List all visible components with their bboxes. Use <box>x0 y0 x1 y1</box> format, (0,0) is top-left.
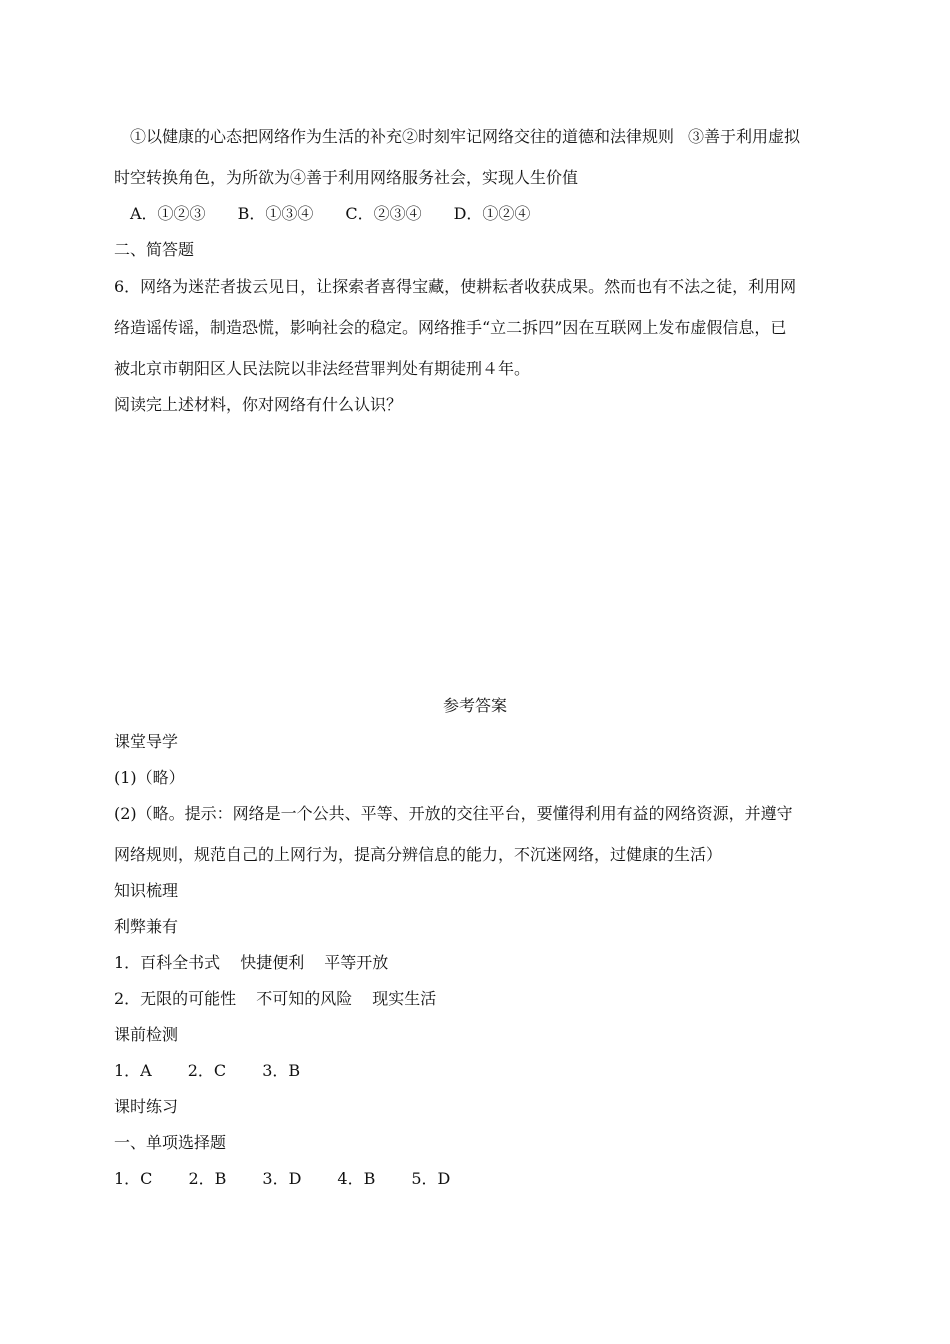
answer-item: 3．D <box>262 1169 302 1188</box>
knowledge-item1 <box>114 953 388 973</box>
answer-item: 4．B <box>337 1169 376 1188</box>
knowledge-term: 2．无限的可能性 <box>114 989 237 1008</box>
practice-heading: 课时练习 <box>114 1097 179 1116</box>
classroom-item2-line1: (2)（略。提示：网络是一个公共、平等、开放的交往平台，要懂得利用有益的网络资源，并遵守 <box>114 804 793 823</box>
knowledge-heading: 知识梳理 <box>114 881 179 900</box>
knowledge-term: 1．百科全书式 <box>114 953 221 972</box>
classroom-item1: (1)（略） <box>114 768 185 787</box>
option-text: ③善于利用虚拟 <box>688 127 801 146</box>
question6-prompt: 阅读完上述材料，你对网络有什么认识？ <box>114 395 403 414</box>
option-text: ①以健康的心态把网络作为生活的补充②时刻牢记网络交往的道德和法律规则 <box>130 127 675 146</box>
section2-heading: 二、简答题 <box>114 240 195 259</box>
answers-title: 参考答案 <box>442 696 507 715</box>
answer-item: 3．B <box>262 1061 301 1080</box>
pretest-answers <box>114 1061 300 1081</box>
answer-item: 2．B <box>188 1169 227 1188</box>
answer-item: 1．A <box>114 1061 152 1080</box>
classroom-item2-line2: 网络规则，规范自己的上网行为，提高分辨信息的能力，不沉迷网络，过健康的生活） <box>114 845 723 864</box>
answer-item: 5．D <box>411 1169 451 1188</box>
choice-c: C．②③④ <box>345 204 422 223</box>
single-choice-heading: 一、单项选择题 <box>114 1133 227 1152</box>
knowledge-term: 现实生活 <box>372 989 437 1008</box>
answer-item: 1．C <box>114 1169 153 1188</box>
choice-b: B．①③④ <box>237 204 314 223</box>
classroom-heading: 课堂导学 <box>114 732 179 751</box>
question6-line3: 被北京市朝阳区人民法院以非法经营罪判处有期徒刑４年。 <box>114 359 531 378</box>
question5-options-line2 <box>114 168 578 188</box>
knowledge-term: 不可知的风险 <box>256 989 353 1008</box>
knowledge-item2 <box>114 989 436 1009</box>
answer-item: 2．C <box>187 1061 227 1080</box>
question5-choices <box>130 204 530 224</box>
question6-line1: 6．网络为迷茫者拔云见日，让探索者喜得宝藏，使耕耘者收获成果。然而也有不法之徒，利用网 <box>114 277 797 296</box>
choice-d: D．①②④ <box>453 204 531 223</box>
question6-line2: 络造谣传谣，制造恐慌，影响社会的稳定。网络推手“立二拆四”因在互联网上发布虚假信息，已 <box>114 318 787 337</box>
single-choice-answers <box>114 1169 450 1189</box>
knowledge-term: 快捷便利 <box>240 953 305 972</box>
knowledge-sub: 利弊兼有 <box>114 917 179 936</box>
knowledge-term: 平等开放 <box>324 953 389 972</box>
option-text: 时空转换角色，为所欲为④善于利用网络服务社会，实现人生价值 <box>114 168 579 187</box>
choice-a: A．①②③ <box>130 204 206 223</box>
question5-options-line1 <box>130 127 800 147</box>
pretest-heading: 课前检测 <box>114 1025 179 1044</box>
